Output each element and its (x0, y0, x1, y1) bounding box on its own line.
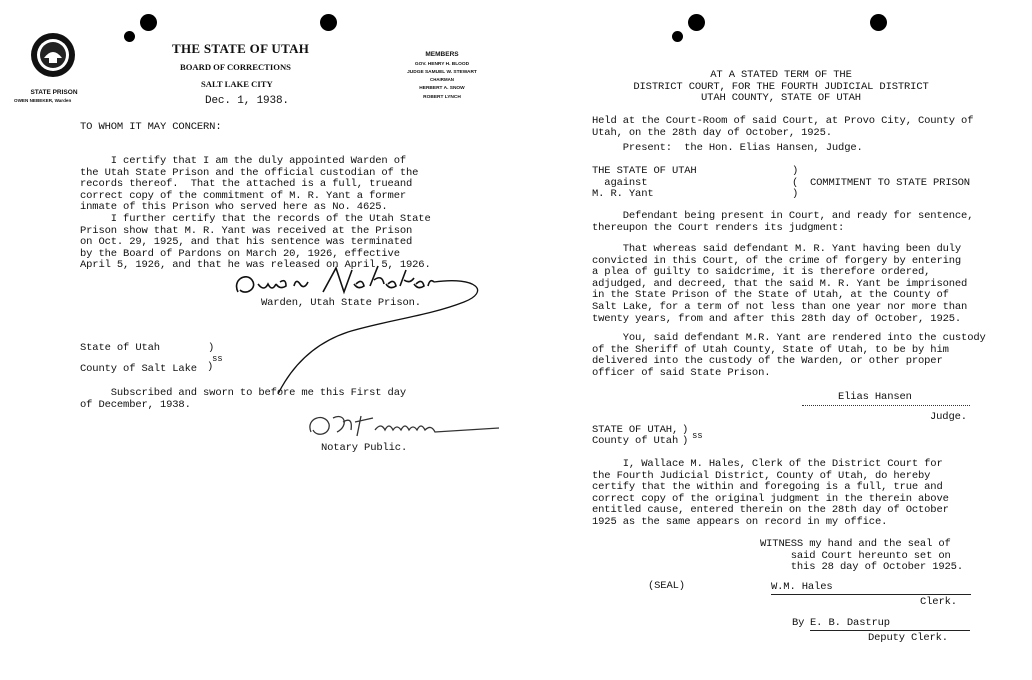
body-line: Utah, on the 28th day of October, 1925. (592, 126, 832, 139)
judge-signature-line (802, 405, 970, 406)
caption-party: M. R. Yant (592, 188, 654, 201)
body-line: correct copy of the commitment of M. R. Yant a former (80, 189, 407, 202)
venue-county: County of Utah (592, 435, 679, 447)
body-line: Defendant being present in Court, and ready for sentence, (592, 210, 974, 222)
clerk-certificate (592, 459, 949, 529)
venue-bracket: ) (208, 342, 215, 354)
clerk-title: Clerk. (920, 596, 957, 608)
body-line: thereupon the Court renders its judgment: (592, 221, 845, 234)
venue-county: County of Salt Lake (80, 363, 197, 375)
body-line: correct copy of the original judgment in the therein above (592, 492, 949, 505)
body-line: April 5, 1926, and that he was released on April 5, 1926. (80, 259, 431, 272)
certificate-body (80, 156, 431, 272)
body-line: certify that the within and foregoing is a full, true and (592, 481, 943, 494)
body-line: of the Sheriff of Utah County, State of Utah, to be by him (592, 343, 949, 356)
body-line: officer of said State Prison. (592, 366, 771, 379)
body-line: delivered into the custody of the Warden, or other proper (592, 355, 943, 368)
seal-mark: (SEAL) (648, 580, 685, 592)
court-heading (556, 70, 1006, 105)
member-line: CHAIRMAN (430, 77, 454, 82)
state-seal-icon (30, 32, 76, 78)
caption-title: COMMITMENT TO STATE PRISON (810, 177, 970, 189)
heading-line: AT A STATED TERM OF THE (710, 69, 852, 81)
body-line: twenty years, from and after this 28th day of October, 1925. (592, 312, 962, 325)
body-line: convicted in this Court, of the crime of forgery by entering (592, 254, 962, 267)
warden-title: Warden, Utah State Prison. (261, 297, 421, 309)
seal-label: STATE PRISON (30, 89, 78, 96)
body-line: I, Wallace M. Hales, Clerk of the District Court for (592, 458, 943, 470)
body-line: I certify that I am the duly appointed Warden of (80, 155, 407, 167)
member-line: JUDGE SAMUEL W. STEWART (407, 70, 477, 75)
body-line: Prison show that M. R. Yant was received at the Prison (80, 224, 413, 237)
court-commitment-page (516, 0, 1032, 680)
venue-bracket: ) (682, 424, 689, 436)
body-line: You, said defendant M.R. Yant are rendered into the custody (592, 332, 986, 344)
custody-paragraph (592, 333, 986, 379)
punch-hole (870, 14, 887, 31)
body-line: inmate of this Prison who served here as No. 4625. (80, 201, 388, 214)
heading-line: DISTRICT COURT, FOR THE FOURTH JUDICIAL DISTRICT (633, 80, 929, 93)
punch-hole (124, 31, 135, 42)
body-line: entitled cause, entered therein on the 28th day of October (592, 504, 949, 517)
body-line: the Utah State Prison and the official custodian of the (80, 166, 419, 179)
salutation: TO WHOM IT MAY CONCERN: (80, 121, 222, 133)
body-line: adjudged, and decreed, that the said M. R. Yant be imprisoned (592, 277, 968, 290)
heading-line: UTAH COUNTY, STATE OF UTAH (701, 92, 861, 105)
body-line: by the Board of Pardons on March 20, 1926, effective (80, 247, 400, 260)
punch-hole (688, 14, 705, 31)
punch-hole (320, 14, 337, 31)
venue-bracket: ) (207, 361, 214, 373)
body-line: said Court hereunto set on (760, 549, 951, 562)
held-text (592, 116, 973, 139)
letterhead-city: SALT LAKE CITY (201, 79, 273, 89)
caption-against: against (592, 176, 648, 189)
body-line: 1925 as the same appears on record in my office. (592, 515, 888, 528)
body-line: records thereof. That the attached is a full, trueand (80, 178, 413, 191)
judgment-intro (592, 211, 973, 234)
body-line: Salt Lake, for a term of not less than one year nor more than (592, 300, 968, 313)
body-line: Subscribed and sworn to before me this First day (80, 387, 407, 399)
punch-hole (672, 31, 683, 42)
caption-bracket: ) ( ) (792, 165, 799, 201)
clerk-signature: W.M. Hales (771, 582, 971, 595)
body-line: That whereas said defendant M. R. Yant having been duly (592, 243, 962, 255)
members-title: MEMBERS (425, 51, 459, 58)
letterhead-board: BOARD OF CORRECTIONS (180, 62, 291, 72)
body-line: I further certify that the records of the Utah State (80, 212, 431, 225)
member-line: GOV. HENRY H. BLOOD (414, 62, 470, 67)
punch-hole (140, 14, 157, 31)
member-line: HERBERT A. SNOW (419, 86, 465, 91)
venue-bracket: ) (682, 435, 689, 447)
body-line: a plea of guilty to saidcrime, it is therefore ordered, (592, 266, 931, 279)
notary-signature (303, 408, 503, 444)
deputy-title: Deputy Clerk. (868, 632, 948, 644)
body-line: WITNESS my hand and the seal of (760, 538, 951, 550)
member-line: ROBERT LYNCH (423, 95, 461, 100)
warden-signature (228, 262, 488, 402)
venue-ss: ss (692, 431, 703, 441)
judge-signature: Elias Hansen (838, 391, 912, 403)
present-line: Present: the Hon. Elias Hansen, Judge. (592, 142, 863, 154)
witness-clause (760, 539, 963, 574)
case-caption (592, 166, 697, 201)
by-label: By (792, 617, 805, 629)
judge-title: Judge. (930, 411, 967, 423)
body-line: in the State Prison of the State of Utah, at the County of (592, 289, 949, 302)
body-line: this 28 day of October 1925. (760, 561, 963, 574)
caption-party: THE STATE OF UTAH (592, 165, 697, 177)
judgment-body (592, 244, 967, 325)
warden-name: OWEN NEBEKER, Warden (14, 98, 72, 103)
deputy-signature: E. B. Dastrup (810, 618, 970, 631)
body-line: the Fourth Judicial District, County of Utah, do hereby (592, 469, 931, 482)
body-line: on Oct. 29, 1925, and that his sentence was terminated (80, 236, 413, 249)
venue-state: State of Utah (80, 342, 160, 354)
venue-state: STATE OF UTAH, (592, 424, 679, 436)
letterhead-title: THE STATE OF UTAH (172, 41, 310, 56)
venue-ss: ss (212, 354, 223, 364)
letter-date: Dec. 1, 1938. (205, 95, 289, 107)
body-line: Held at the Court-Room of said Court, at Provo City, County of (592, 115, 974, 127)
body-line: of December, 1938. (80, 398, 191, 411)
notary-title: Notary Public. (321, 442, 408, 454)
